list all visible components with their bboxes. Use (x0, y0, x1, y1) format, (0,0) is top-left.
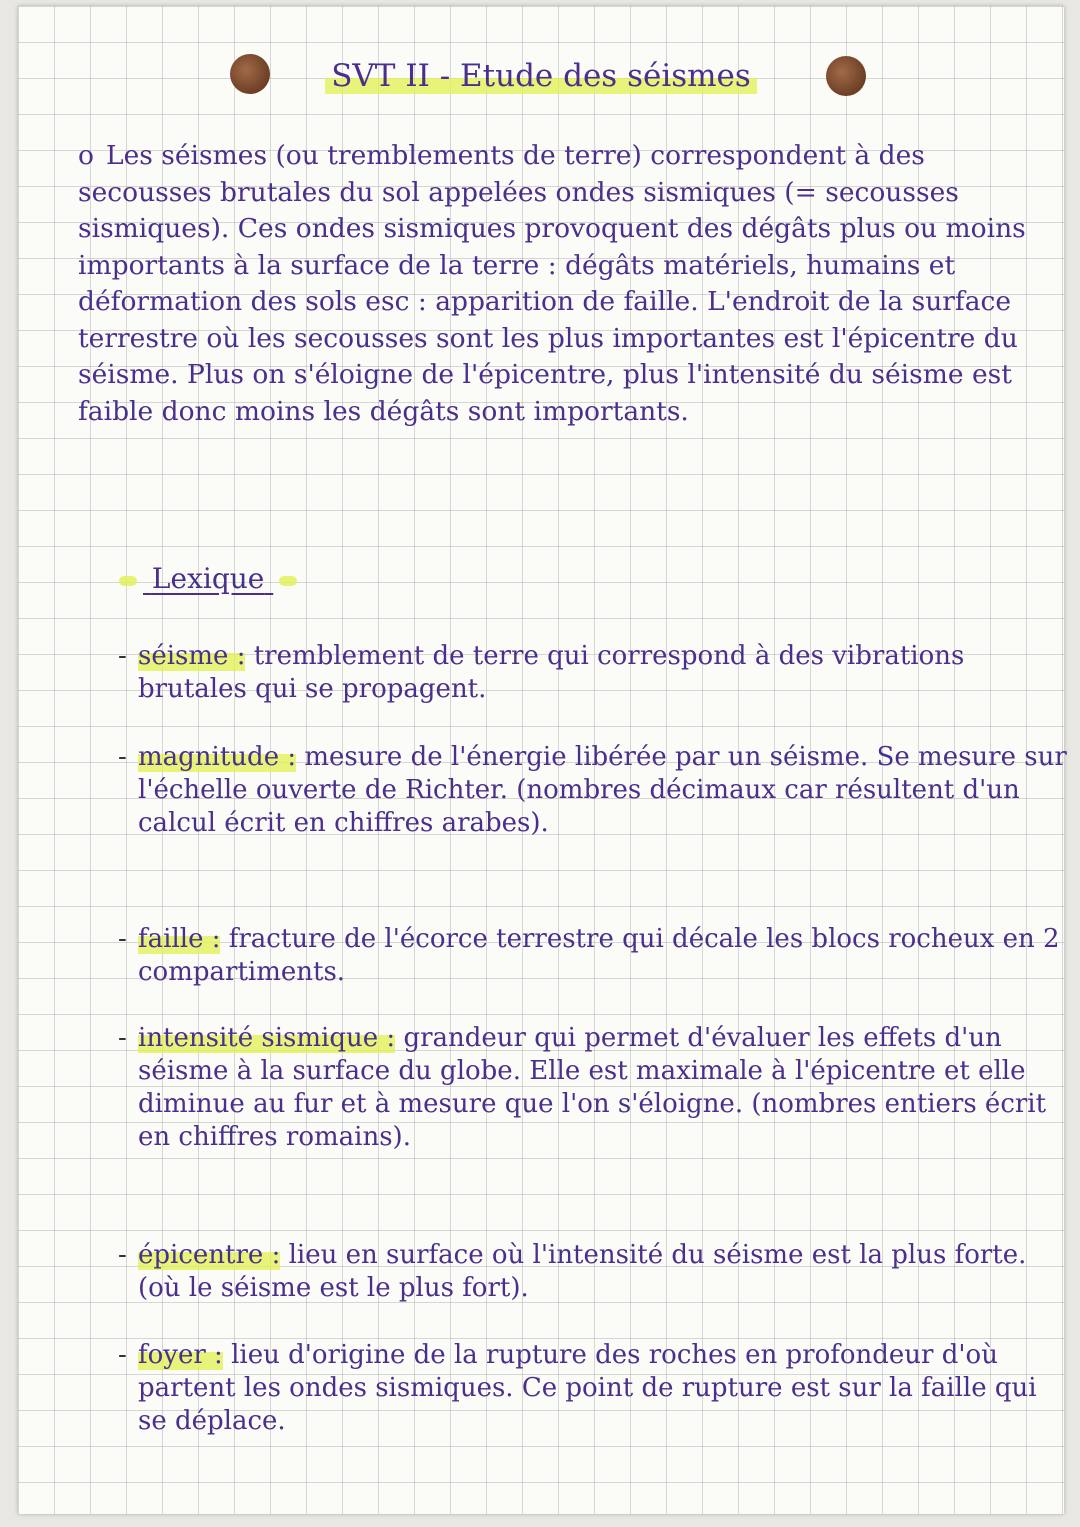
entry-term: foyer : (138, 1340, 223, 1370)
entry-term: magnitude : (138, 742, 297, 772)
intro-paragraph (78, 138, 1048, 430)
entry-definition: fracture de l'écorce terrestre qui décale les blocs rocheux en 2 compartiments. (138, 924, 1060, 987)
dash-bullet-icon: - (118, 1240, 127, 1270)
notebook-page (18, 6, 1067, 1514)
lexique-entry-epicentre (118, 1239, 1068, 1305)
lexique-entry-foyer (118, 1339, 1068, 1438)
page-title (18, 58, 1064, 94)
dash-bullet-icon: - (118, 641, 127, 671)
entry-definition: grandeur qui permet d'évaluer les effets d'un séisme à la surface du globe. Elle est maximale à l'épicentre et elle diminue au fur et à mesure que l'on s'éloigne. (nombres entiers écrit en chiffres romains). (138, 1023, 1047, 1152)
entry-definition: lieu d'origine de la rupture des roches en profondeur d'où partent les ondes sismiques. Ce point de rupture est sur la faille qui se déplace. (138, 1340, 1037, 1436)
bullet-icon: o (78, 140, 94, 171)
lexique-entry-faille (118, 923, 1068, 989)
intro-text: Les séismes (ou tremblements de terre) correspondent à des secousses brutales du sol appelées ondes sismiques (= secousses sismiques). Ces ondes sismiques provoquent des dégâts plus ou moins importants à la surface de la terre : dégâts matériels, humains et déformation des sols esc : apparition de faille. L'endroit de la surface terrestre où les secousses sont les plus importantes est l'épicentre du séisme. Plus on s'éloigne de l'épicentre, plus l'intensité du séisme est faible donc moins les dégâts sont importants. (78, 140, 1026, 427)
entry-term: séisme : (138, 641, 246, 671)
lexique-entry-magnitude (118, 741, 1068, 840)
dash-bullet-icon: - (118, 1340, 127, 1370)
entry-definition: mesure de l'énergie libérée par un séisme. Se mesure sur l'échelle ouverte de Richter. (nombres décimaux car résultent d'un calcul écrit en chiffres arabes). (138, 742, 1067, 838)
page-title-text: SVT II - Etude des séismes (325, 58, 757, 94)
dash-bullet-icon: - (118, 924, 127, 954)
entry-definition: tremblement de terre qui correspond à des vibrations brutales qui se propagent. (138, 641, 965, 704)
entry-term: épicentre : (138, 1240, 281, 1270)
entry-term: faille : (138, 924, 221, 954)
dash-bullet-icon: - (118, 742, 127, 772)
lexique-heading-text: Lexique (151, 562, 265, 595)
entry-definition: lieu en surface où l'intensité du séisme est la plus forte. (où le séisme est le plus fort). (138, 1240, 1027, 1303)
lexique-entry-intensite (118, 1022, 1068, 1154)
lexique-entry-seisme (118, 640, 1068, 706)
dash-bullet-icon: - (118, 1023, 127, 1053)
lexique-heading (113, 562, 303, 595)
entry-term: intensité sismique : (138, 1023, 396, 1053)
